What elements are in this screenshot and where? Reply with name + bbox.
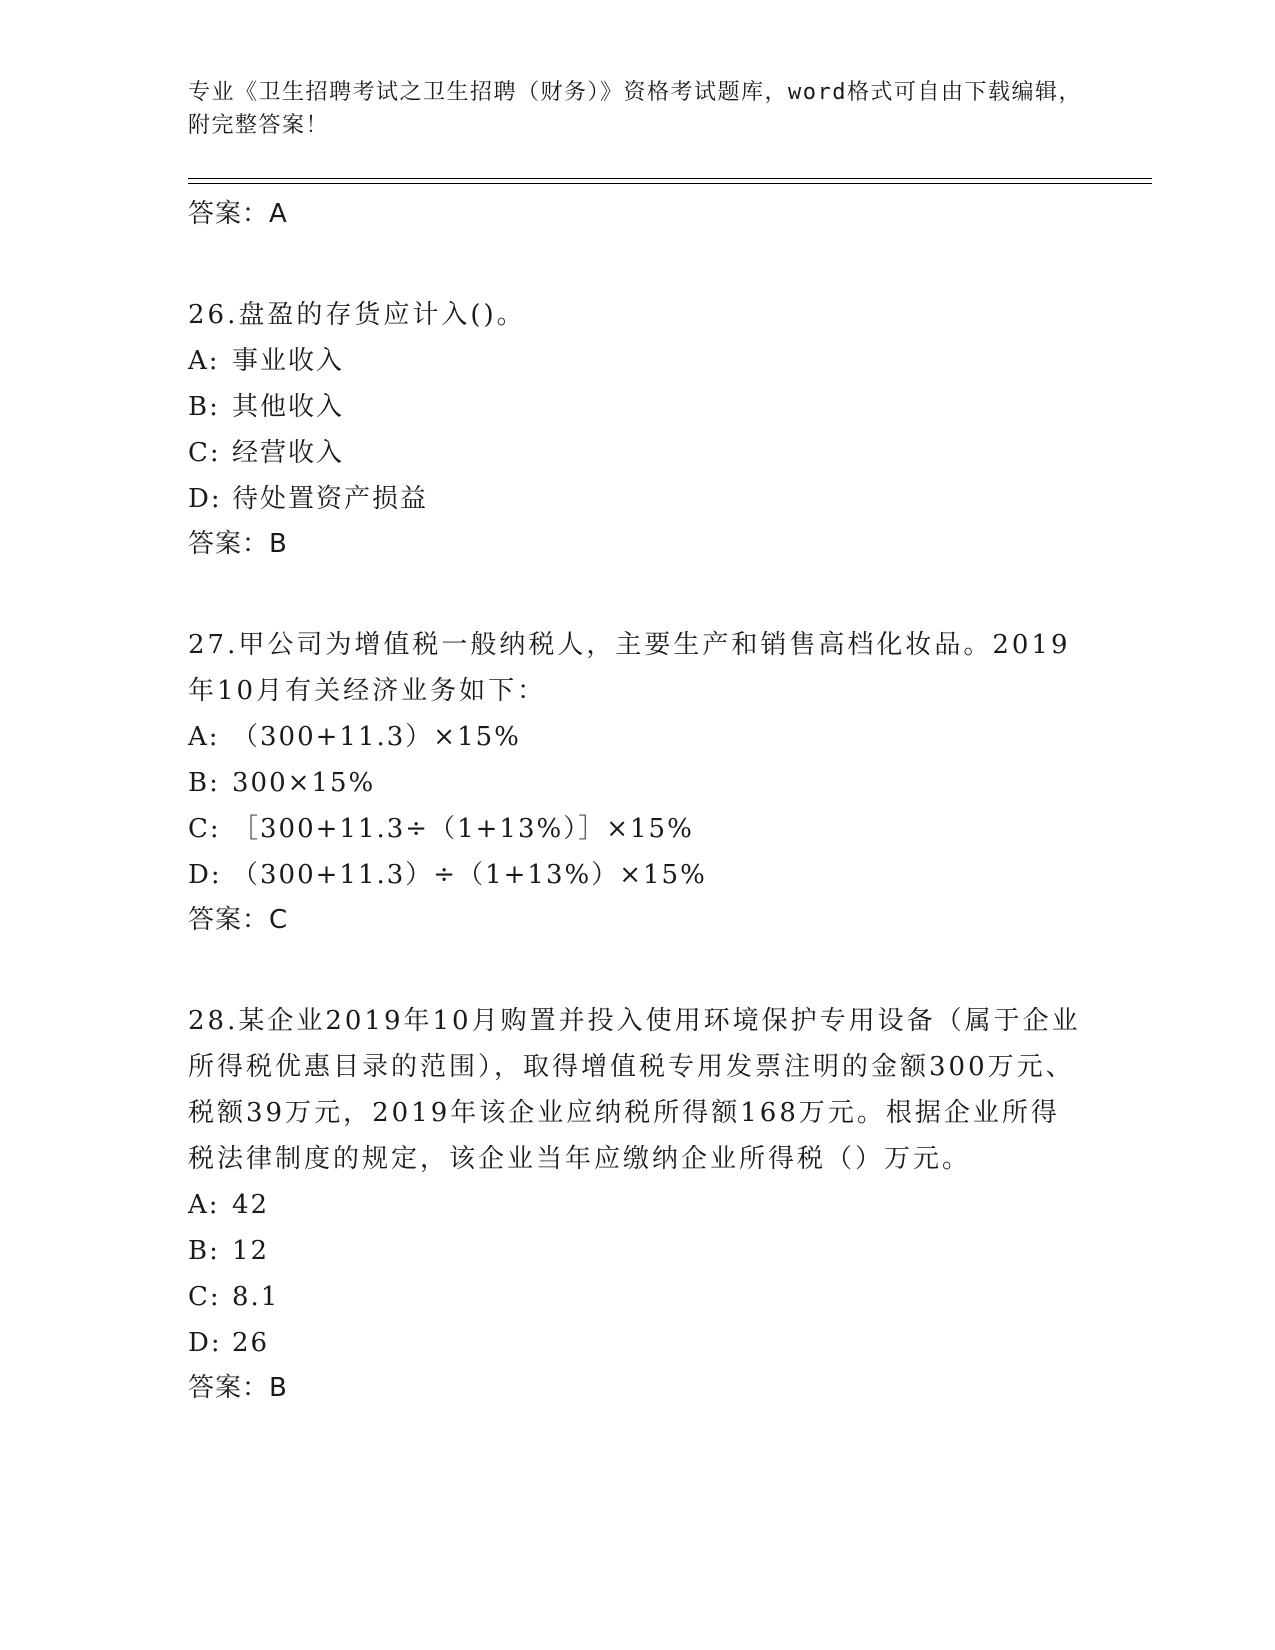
option-key: C: [188,438,221,468]
header-divider-top [188,178,1152,179]
option-text: 事业收入 [232,346,345,376]
question-block [188,292,1088,566]
option-c [188,430,1088,476]
option-text: 8.1 [232,1282,280,1312]
question-list [188,192,1088,1410]
option-text: 300×15% [232,768,376,798]
option-text: 12 [232,1236,270,1266]
question-block [188,622,1088,942]
option-key: A: [188,346,220,376]
option-text: 经营收入 [232,438,345,468]
option-text: 其他收入 [232,392,345,422]
option-key: C: [188,814,221,844]
option-text: （300+11.3）÷（1+13%）×15% [232,860,707,890]
option-d [188,1320,1088,1366]
option-key: D: [188,1328,222,1358]
question-stem: 27.甲公司为增值税一般纳税人，主要生产和销售高档化妆品。2019年10月有关经济业务如下： [188,630,1071,706]
header-text: 专业《卫生招聘考试之卫生招聘（财务）》资格考试题库，word格式可自由下载编辑，附完整答案！ [188,80,1082,138]
option-b [188,384,1088,430]
option-key: B: [188,1236,220,1266]
option-a [188,1182,1088,1228]
answer-line: 答案：B [188,1373,288,1403]
option-text: 42 [232,1190,270,1220]
answer-line: 答案：C [188,905,289,935]
option-key: A: [188,722,220,752]
option-key: B: [188,392,220,422]
option-text: ［300+11.3÷（1+13%）］×15% [232,814,694,844]
option-key: C: [188,1282,221,1312]
question-stem: 26.盘盈的存货应计入()。 [188,300,526,330]
document-header [188,76,1088,142]
header-divider-bottom [188,183,1152,184]
option-d [188,852,1088,898]
answer-line: 答案：B [188,529,288,559]
question-block [188,998,1088,1410]
answer-line: 答案：A [188,199,288,229]
option-text: （300+11.3）×15% [232,722,521,752]
option-d [188,476,1088,522]
option-b [188,1228,1088,1274]
option-c [188,806,1088,852]
option-a [188,338,1088,384]
option-text: 待处置资产损益 [232,484,429,514]
option-a [188,714,1088,760]
option-key: B: [188,768,220,798]
option-b [188,760,1088,806]
question-stem: 28.某企业2019年10月购置并投入使用环境保护专用设备（属于企业所得税优惠目录的范围），取得增值税专用发票注明的金额300万元、税额39万元，2019年该企业应纳税所得额168万元。根据企业所得税法律制度的规定，该企业当年应缴纳企业所得税（）万元。 [188,1006,1081,1174]
option-text: 26 [232,1328,270,1358]
option-key: D: [188,484,222,514]
option-key: D: [188,860,222,890]
option-c [188,1274,1088,1320]
option-key: A: [188,1190,220,1220]
